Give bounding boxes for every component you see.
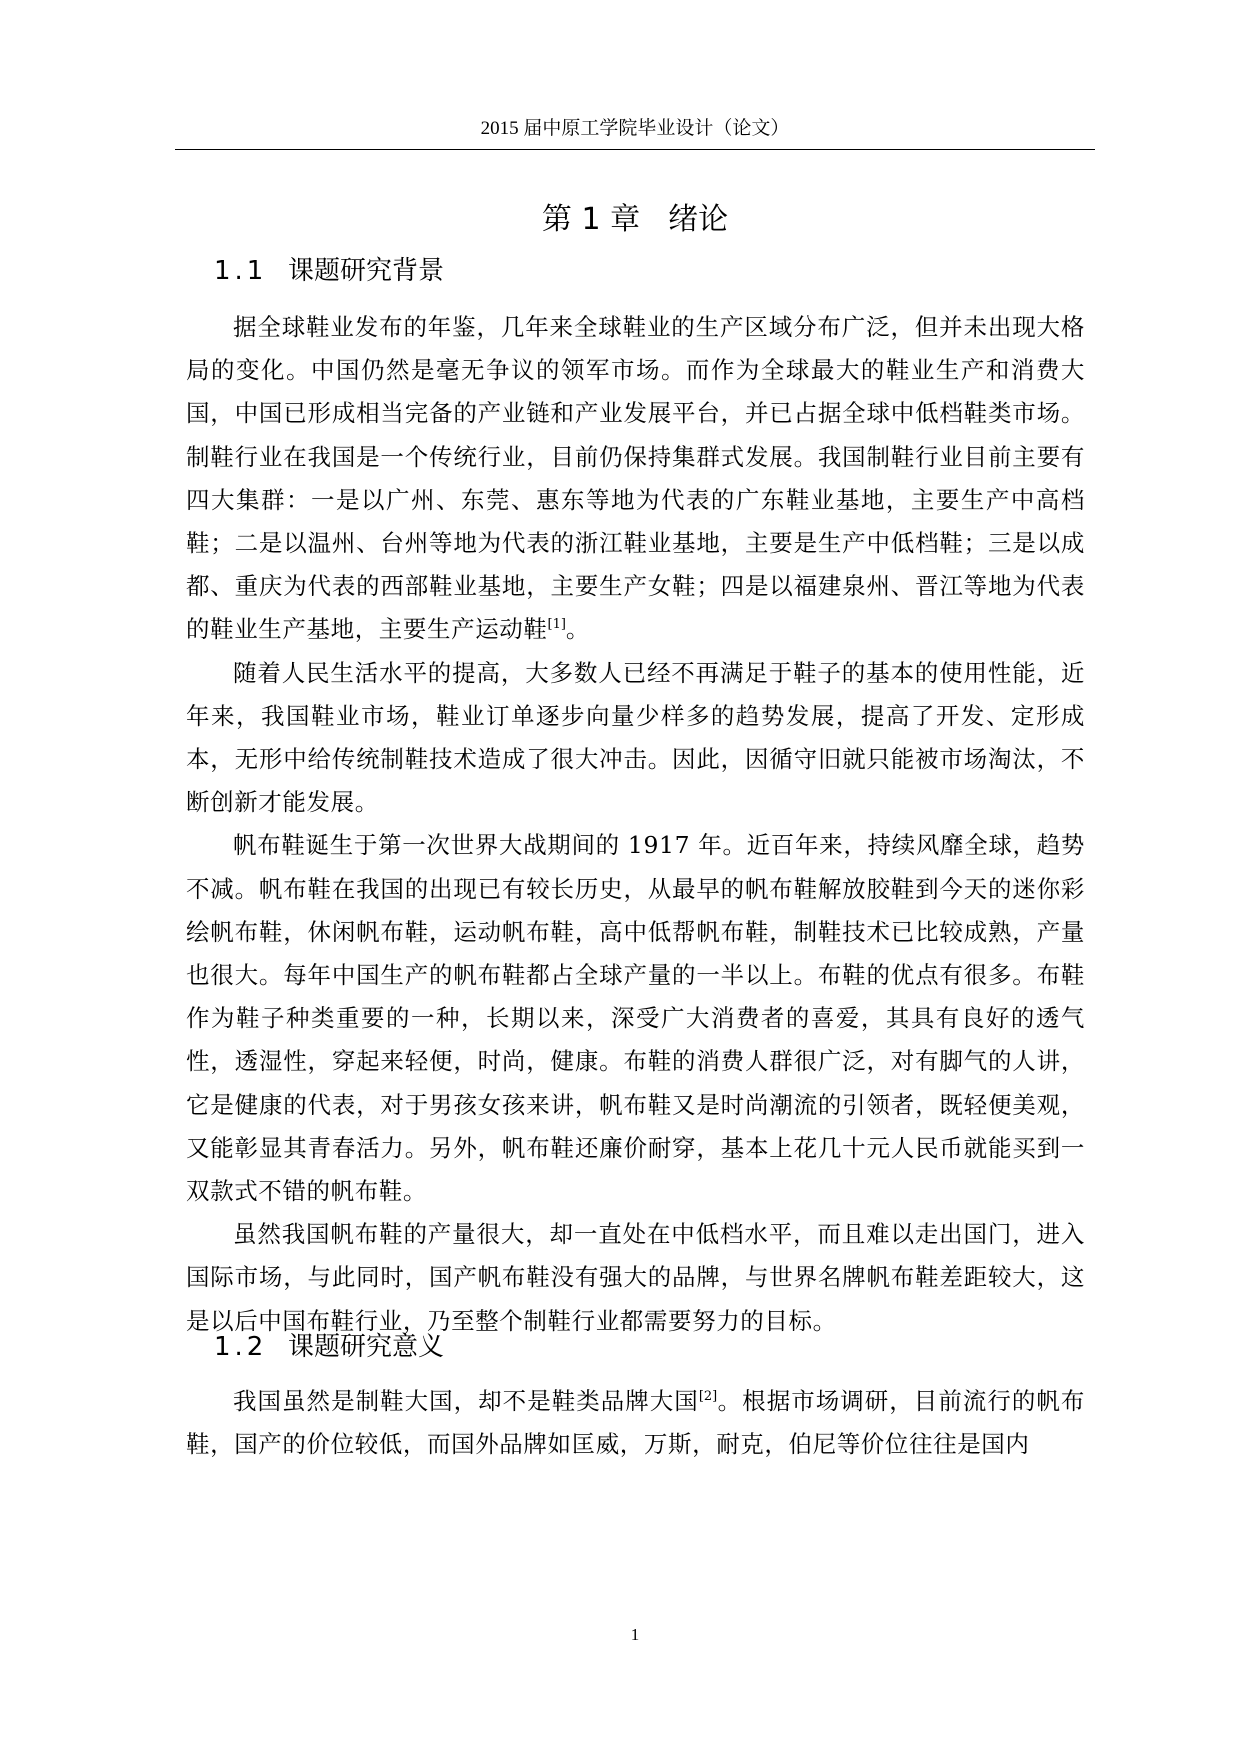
citation-ref: [1]: [547, 617, 566, 633]
section-number: 1.1: [214, 256, 268, 286]
paragraph: 帆布鞋诞生于第一次世界大战期间的 1917 年。近百年来，持续风靡全球，趋势不减。帆布鞋在我国的出现已有较长历史，从最早的帆布鞋解放胶鞋到今天的迷你彩绘帆布鞋，休闲帆布鞋，运动帆布鞋，高中低帮帆布鞋，制鞋技术已比较成熟，产量也很大。每年中国生产的帆布鞋都占全球产量的一半以上。布鞋的优点有很多。布鞋作为鞋子种类重要的一种，长期以来，深受广大消费者的喜爱，其具有良好的透气性，透湿性，穿起来轻便，时尚，健康。布鞋的消费人群很广泛，对有脚气的人讲，它是健康的代表，对于男孩女孩来讲，帆布鞋又是时尚潮流的引领者，既轻便美观，又能彰显其青春活力。另外，帆布鞋还廉价耐穿，基本上花几十元人民币就能买到一双款式不错的帆布鞋。: [186, 831, 1085, 1206]
section-2-body: [186, 1380, 1085, 1466]
section-number: 1.2: [214, 1332, 268, 1362]
section-heading-1-1: [214, 254, 444, 288]
section-1-body: [186, 306, 1085, 1343]
header-rule: [175, 149, 1095, 150]
paragraph: 随着人民生活水平的提高，大多数人已经不再满足于鞋子的基本的使用性能，近年来，我国鞋业市场，鞋业订单逐步向量少样多的趋势发展，提高了开发、定形成本，无形中给传统制鞋技术造成了很大冲击。因此，因循守旧就只能被市场淘汰，不断创新才能发展。: [186, 658, 1085, 817]
page-header: 2015 届中原工学院毕业设计（论文）: [480, 118, 790, 139]
section-title-text: 课题研究意义: [288, 1332, 445, 1362]
chapter-heading: 绪论: [668, 202, 729, 237]
paragraph: 据全球鞋业发布的年鉴，几年来全球鞋业的生产区域分布广泛，但并未出现大格局的变化。中国仍然是毫无争议的领军市场。而作为全球最大的鞋业生产和消费大国，中国已形成相当完备的产业链和产业发展平台，并已占据全球中低档鞋类市场。制鞋行业在我国是一个传统行业，目前仍保持集群式发展。我国制鞋行业目前主要有四大集群：一是以广州、东莞、惠东等地为代表的广东鞋业基地，主要生产中高档鞋；二是以温州、台州等地为代表的浙江鞋业基地，主要是生产中低档鞋；三是以成都、重庆为代表的西部鞋业基地，主要生产女鞋；四是以福建泉州、晋江等地为代表的鞋业生产基地，主要生产运动鞋[1]。: [186, 313, 1085, 644]
section-heading-1-2: [214, 1330, 444, 1364]
page-number: 1: [630, 1625, 640, 1644]
chapter-number: 第 1 章: [541, 202, 641, 237]
citation-ref: [2]: [698, 1389, 718, 1404]
paragraph: 我国虽然是制鞋大国，却不是鞋类品牌大国[2]。根据市场调研，目前流行的帆布鞋，国产的价位较低，而国外品牌如匡威，万斯，耐克，伯尼等价位往往是国内: [186, 1387, 1086, 1459]
section-title-text: 课题研究背景: [288, 256, 445, 286]
paragraph: 虽然我国帆布鞋的产量很大，却一直处在中低档水平，而且难以走出国门，进入国际市场，与此同时，国产帆布鞋没有强大的品牌，与世界名牌帆布鞋差距较大，这是以后中国布鞋行业，乃至整个制鞋行业都需要努力的目标。: [186, 1220, 1085, 1335]
chapter-title: [175, 200, 1095, 240]
